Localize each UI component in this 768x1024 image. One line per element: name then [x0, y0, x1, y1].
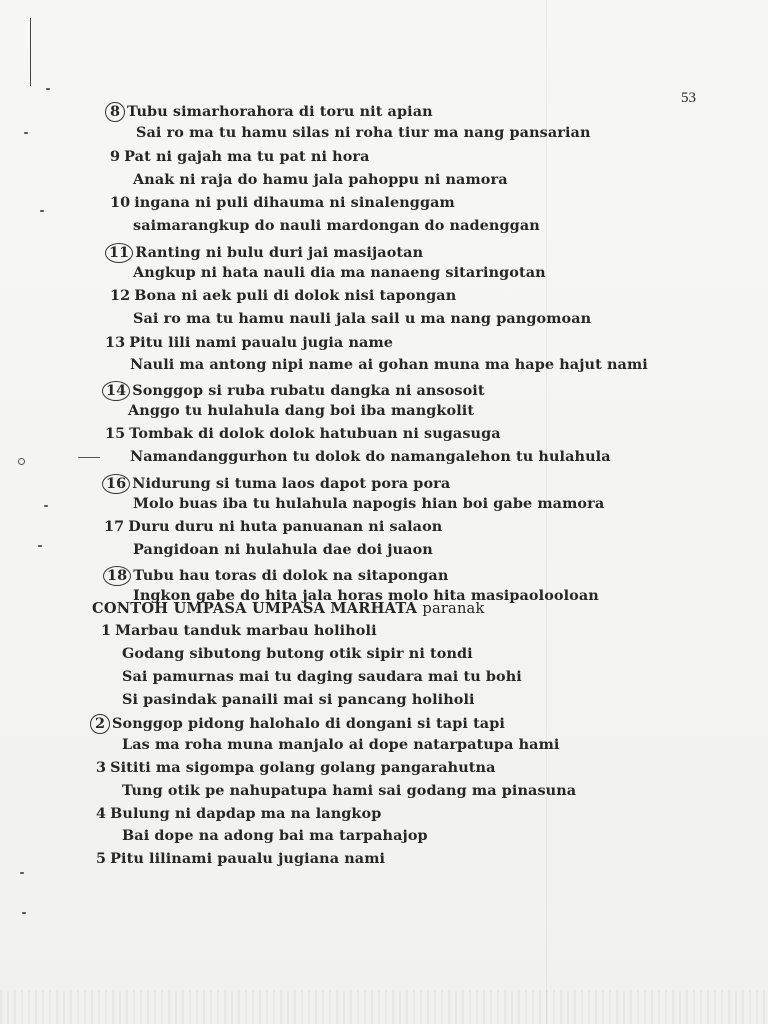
verse-text: Songgop si ruba rubatu dangka ni ansosoit [132, 382, 485, 399]
section-heading [92, 600, 484, 617]
verse-line [102, 381, 485, 401]
verse-text: Nidurung si tuma laos dapot pora pora [132, 475, 451, 492]
verse-line [122, 670, 522, 684]
verse-text: Namandanggurhon tu dolok do namangalehon tu hulahula [130, 448, 611, 465]
verse-number: 3 [96, 759, 107, 776]
verse-number: 5 [96, 850, 107, 867]
verse-number: 17 [104, 518, 125, 535]
section-heading-suffix: paranak [422, 600, 485, 617]
verse-line [96, 852, 385, 866]
verse-text: Duru duru ni huta panuanan ni salaon [128, 518, 443, 535]
verse-text: Sititi ma sigompa golang golang pangarahutna [110, 759, 496, 776]
scan-dash [78, 457, 100, 458]
verse-line [122, 693, 475, 707]
circled-verse-number: 16 [102, 474, 130, 494]
verse-line [105, 336, 393, 350]
verse-text: Bulung ni dapdap ma na langkop [110, 805, 382, 822]
verse-number: 15 [105, 425, 126, 442]
verse-line [133, 173, 508, 187]
verse-text: Anggo tu hulahula dang boi iba mangkolit [128, 402, 475, 419]
verse-text: Tubu simarhorahora di toru nit apian [127, 103, 433, 120]
verse-text: Pitu lilinami paualu jugiana nami [110, 850, 386, 867]
verse-line [122, 647, 473, 661]
verse-text: Tombak di dolok dolok hatubuan ni sugasuga [129, 425, 501, 442]
verse-line [110, 289, 456, 303]
verse-line [105, 243, 423, 263]
circled-verse-number: 18 [103, 566, 131, 586]
scan-speck [24, 132, 28, 134]
verse-line [133, 219, 540, 233]
verse-text: Tubu hau toras di dolok na sitapongan [133, 567, 449, 584]
verse-line [122, 784, 576, 798]
verse-text: Molo buas iba tu hulahula napogis hian boi gabe mamora [133, 495, 605, 512]
scan-speck [44, 505, 48, 507]
page-fold-shadow [546, 0, 547, 1024]
verse-line [101, 624, 377, 638]
verse-line [128, 404, 474, 418]
verse-number: 1 [101, 622, 112, 639]
verse-text: Marbau tanduk marbau holiholi [115, 622, 377, 639]
verse-text: Pat ni gajah ma tu pat ni hora [124, 148, 370, 165]
verse-text: Sai pamurnas mai tu daging saudara mai tu bohi [122, 668, 522, 685]
circled-verse-number: 11 [105, 243, 133, 263]
verse-number: 4 [96, 805, 107, 822]
verse-text: Godang sibutong butong otik sipir ni tondi [122, 645, 473, 662]
verse-text: Songgop pidong halohalo di dongani si tapi tapi [112, 715, 505, 732]
verse-line [122, 738, 560, 752]
margin-edge-line [30, 18, 31, 86]
verse-text: Angkup ni hata nauli dia ma nanaeng sitaringotan [133, 264, 546, 281]
scan-speck [20, 872, 24, 874]
section-heading-main: CONTOH UMPASA UMPASA MARHATA [92, 600, 418, 617]
verse-line [133, 312, 591, 326]
verse-line [103, 566, 448, 586]
verse-text: Tung otik pe nahupatupa hami sai godang ma pinasuna [122, 782, 577, 799]
verse-text: Bai dope na adong bai ma tarpahajop [122, 827, 428, 844]
verse-line [130, 450, 611, 464]
verse-text: ingana ni puli dihauma ni sinalenggam [134, 194, 455, 211]
verse-text: Pitu lili nami paualu jugia name [129, 334, 394, 351]
scan-speck [18, 458, 25, 465]
verse-line [96, 807, 381, 821]
page-number: 53 [681, 90, 696, 106]
verse-line [110, 150, 370, 164]
verse-number: 12 [110, 287, 131, 304]
verse-text: Sai ro ma tu hamu nauli jala sail u ma nang pangomoan [133, 310, 592, 327]
verse-line [133, 543, 433, 557]
verse-number: 10 [110, 194, 131, 211]
verse-line [105, 427, 501, 441]
verse-line [133, 497, 604, 511]
verse-text: saimarangkup do nauli mardongan do nadenggan [133, 217, 540, 234]
verse-text: Pangidoan ni hulahula dae doi juaon [133, 541, 433, 558]
verse-line [136, 126, 591, 140]
circled-verse-number: 14 [102, 381, 130, 401]
verse-line [130, 358, 648, 372]
scan-speck [46, 88, 50, 90]
verse-line [104, 520, 442, 534]
scan-speck [40, 210, 44, 212]
verse-line [96, 761, 496, 775]
scan-bottom-noise [0, 990, 768, 1024]
verse-line [133, 266, 546, 280]
verse-text: Las ma roha muna manjalo ai dope natarpatupa hami [122, 736, 560, 753]
verse-number: 13 [105, 334, 126, 351]
verse-line [102, 474, 450, 494]
verse-text: Nauli ma antong nipi name ai gohan muna ma hape hajut nami [130, 356, 648, 373]
verse-line [105, 102, 433, 122]
verse-text: Si pasindak panaili mai si pancang holiholi [122, 691, 475, 708]
verse-line [122, 829, 428, 843]
verse-text: Ranting ni bulu duri jai masijaotan [135, 244, 424, 261]
verse-text: Anak ni raja do hamu jala pahoppu ni namora [133, 171, 508, 188]
scan-speck [22, 912, 26, 914]
scan-speck [38, 545, 42, 547]
verse-number: 9 [110, 148, 121, 165]
verse-text: Ingkon gabe do hita jala horas molo hita masipaolooloan [133, 587, 599, 604]
verse-text: Bona ni aek puli di dolok nisi tapongan [134, 287, 457, 304]
circled-verse-number: 2 [90, 714, 110, 734]
verse-text: Sai ro ma tu hamu silas ni roha tiur ma nang pansarian [136, 124, 591, 141]
circled-verse-number: 8 [105, 102, 125, 122]
verse-line [90, 714, 505, 734]
verse-line [110, 196, 455, 210]
